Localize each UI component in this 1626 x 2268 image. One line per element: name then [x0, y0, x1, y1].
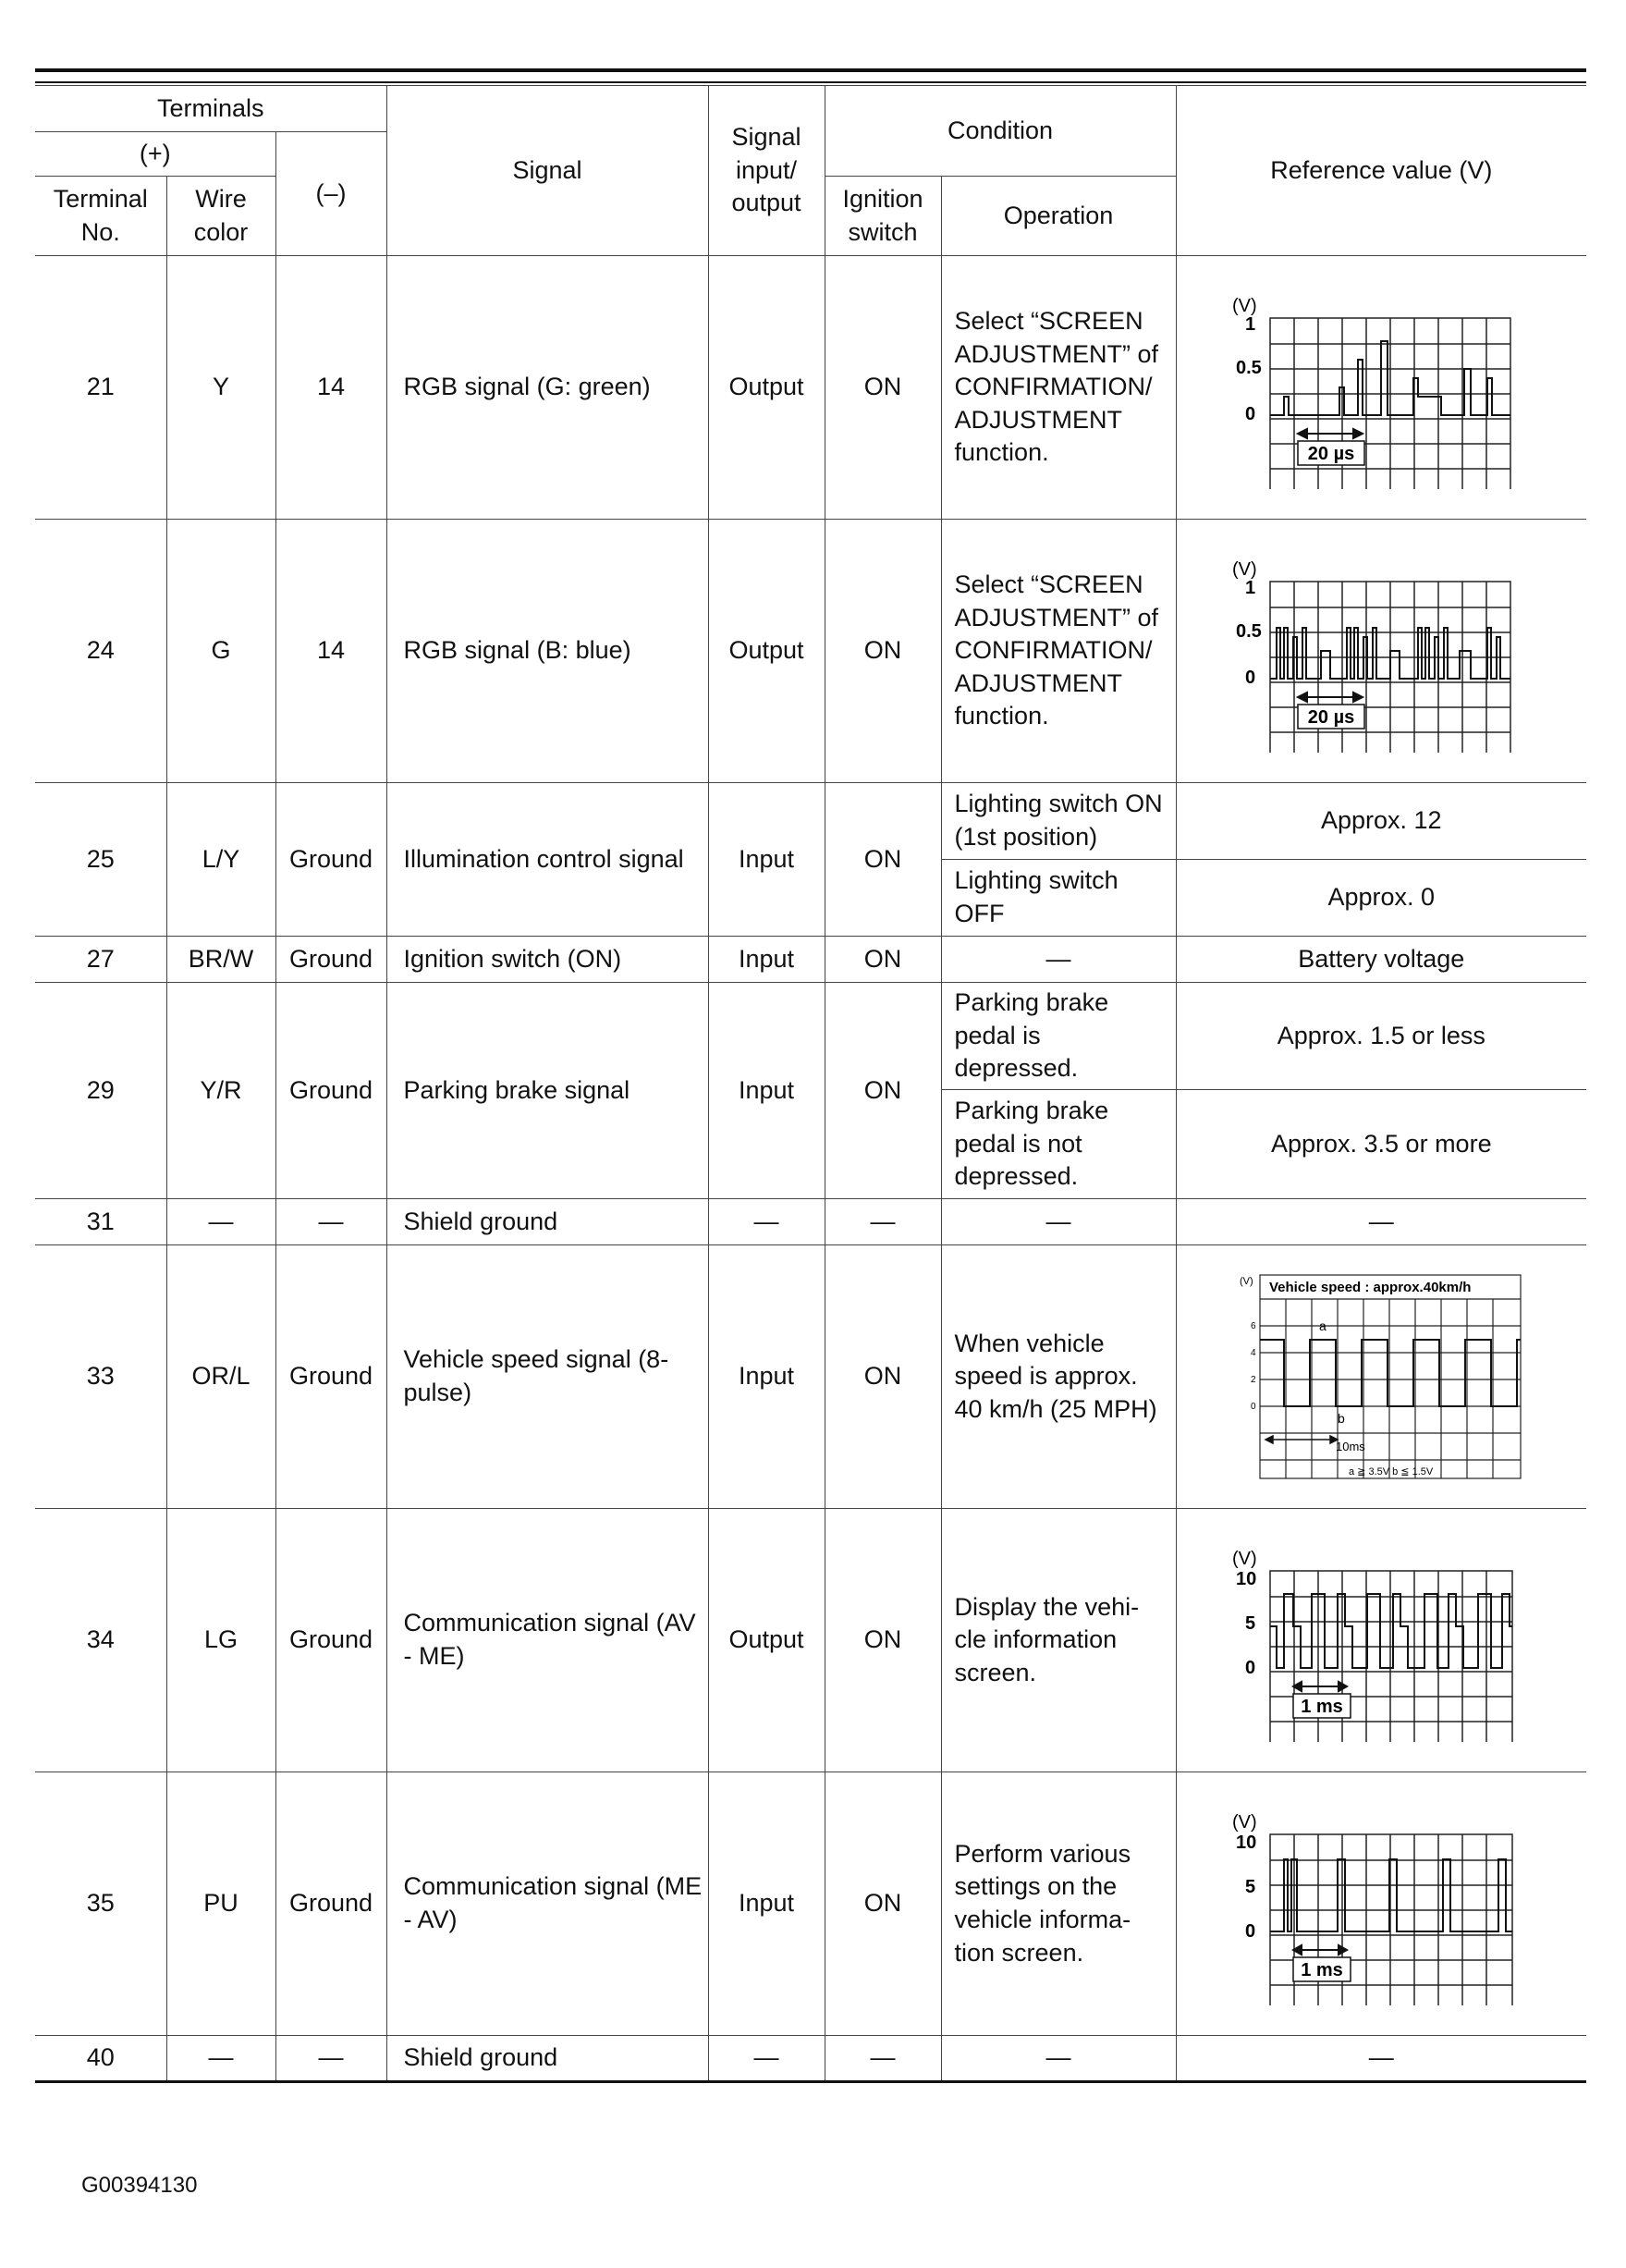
top-rule-thick	[35, 68, 1586, 72]
wire-color: Y/R	[166, 983, 275, 1199]
signal-io: Input	[708, 1245, 825, 1509]
operation: —	[941, 2036, 1176, 2082]
signal-trace	[1270, 1594, 1512, 1668]
reference-waveform	[1176, 256, 1586, 520]
figure-id: G00394130	[81, 2173, 198, 2198]
signal-name: Parking brake signal	[386, 983, 708, 1199]
terminal-no: 31	[35, 1199, 166, 1245]
table-row	[35, 983, 1586, 1090]
terminal-no: 33	[35, 1245, 166, 1509]
minus-terminal: 14	[275, 520, 386, 783]
signal-io: Input	[708, 937, 825, 983]
ignition-state: ON	[825, 1245, 941, 1509]
minus-terminal: —	[275, 1199, 386, 1245]
terminal-no: 34	[35, 1509, 166, 1772]
operation: Select “SCREEN ADJUSTMENT” of CONFIRMATION/ ADJUSTMENT function.	[941, 520, 1176, 783]
header-minus: (–)	[275, 132, 386, 256]
vehicle-speed-waveform	[1238, 1266, 1524, 1488]
table-row	[35, 783, 1586, 860]
minus-terminal: Ground	[275, 783, 386, 937]
level-label: 5	[1245, 1877, 1256, 1897]
level-label: 0	[1245, 1658, 1256, 1678]
operation: Lighting switch OFF	[941, 860, 1176, 937]
table-row	[35, 1199, 1586, 1245]
signal-name: RGB signal (B: blue)	[386, 520, 708, 783]
operation: Parking brake pedal is depressed.	[941, 983, 1176, 1090]
axis-unit-label: (V)	[1232, 1549, 1257, 1569]
signal-io: Output	[708, 1509, 825, 1772]
table-row	[35, 1245, 1586, 1509]
terminal-no: 24	[35, 520, 166, 783]
reference-waveform	[1176, 1772, 1586, 2036]
level-label: 1	[1245, 578, 1256, 598]
signal-name: RGB signal (G: green)	[386, 256, 708, 520]
level-label: 0.5	[1236, 621, 1263, 642]
ignition-state: —	[825, 2036, 941, 2082]
minus-terminal: Ground	[275, 1509, 386, 1772]
ignition-state: —	[825, 1199, 941, 1245]
wire-color: Y	[166, 256, 275, 520]
header-signal: Signal	[386, 86, 708, 256]
wire-color: —	[166, 2036, 275, 2082]
time-scale-label: 1 ms	[1301, 1960, 1344, 1980]
operation: When vehicle speed is approx. 40 km/h (25 MPH)	[941, 1245, 1176, 1509]
comm-av-me-waveform	[1229, 1539, 1534, 1742]
marker-b: b	[1338, 1411, 1346, 1426]
time-span-arrow	[1293, 1945, 1347, 1955]
signal-name: Communication signal (ME - AV)	[386, 1772, 708, 2036]
table-row	[35, 520, 1586, 783]
ignition-state: ON	[825, 983, 941, 1199]
rgb-blue-waveform	[1229, 549, 1534, 753]
level-label: 0	[1245, 404, 1256, 424]
reference-waveform	[1176, 1245, 1586, 1509]
wire-color: L/Y	[166, 783, 275, 937]
reference-value: Battery voltage	[1176, 937, 1586, 983]
level-label: 10	[1236, 1833, 1257, 1853]
signal-io: Input	[708, 983, 825, 1199]
operation: Display the vehi-cle information screen.	[941, 1509, 1176, 1772]
wire-color: BR/W	[166, 937, 275, 983]
operation: —	[941, 937, 1176, 983]
header-condition: Condition	[825, 86, 1176, 177]
wire-color: G	[166, 520, 275, 783]
signal-io: Output	[708, 256, 825, 520]
header-reference-value: Reference value (V)	[1176, 86, 1586, 256]
rgb-green-waveform	[1229, 286, 1534, 489]
operation: Parking brake pedal is not depressed.	[941, 1090, 1176, 1199]
time-scale-label: 10ms	[1336, 1440, 1366, 1453]
wire-color: —	[166, 1199, 275, 1245]
signal-io: —	[708, 2036, 825, 2082]
ignition-state: ON	[825, 937, 941, 983]
signal-name: Ignition switch (ON)	[386, 937, 708, 983]
level-label: 4	[1251, 1348, 1256, 1358]
top-rule-thin	[35, 81, 1586, 83]
time-span-arrow	[1298, 693, 1363, 702]
waveform-footnote: a ≧ 3.5V b ≦ 1.5V	[1349, 1466, 1434, 1477]
ignition-state: ON	[825, 256, 941, 520]
signal-trace	[1260, 1340, 1521, 1406]
header-wire-color: Wire color	[166, 177, 275, 256]
minus-terminal: Ground	[275, 983, 386, 1199]
signal-name: Shield ground	[386, 1199, 708, 1245]
signal-name: Shield ground	[386, 2036, 708, 2082]
table-row	[35, 256, 1586, 520]
signal-io: Input	[708, 783, 825, 937]
level-label: 6	[1251, 1321, 1256, 1331]
reference-value: —	[1176, 1199, 1586, 1245]
level-label: 0.5	[1236, 358, 1263, 378]
reference-waveform	[1176, 520, 1586, 783]
axis-unit-label: (V)	[1232, 1812, 1257, 1833]
signal-name: Communication signal (AV - ME)	[386, 1509, 708, 1772]
minus-terminal: Ground	[275, 1245, 386, 1509]
time-scale-label: 20 µs	[1308, 707, 1355, 728]
terminal-spec-table	[35, 85, 1586, 2083]
terminal-no: 25	[35, 783, 166, 937]
level-label: 0	[1251, 1402, 1256, 1412]
signal-name: Vehicle speed signal (8-pulse)	[386, 1245, 708, 1509]
level-label: 1	[1245, 314, 1256, 335]
time-span-arrow	[1298, 429, 1363, 438]
reference-value: Approx. 0	[1176, 860, 1586, 937]
reference-value: Approx. 12	[1176, 783, 1586, 860]
reference-value: Approx. 1.5 or less	[1176, 983, 1586, 1090]
operation: Perform various settings on the vehicle informa-tion screen.	[941, 1772, 1176, 2036]
wire-color: PU	[166, 1772, 275, 2036]
time-span-arrow	[1293, 1682, 1347, 1691]
wire-color: OR/L	[166, 1245, 275, 1509]
reference-waveform	[1176, 1509, 1586, 1772]
operation: Select “SCREEN ADJUSTMENT” of CONFIRMATION/ ADJUSTMENT function.	[941, 256, 1176, 520]
minus-terminal: 14	[275, 256, 386, 520]
operation: —	[941, 1199, 1176, 1245]
ignition-state: ON	[825, 783, 941, 937]
ignition-state: ON	[825, 520, 941, 783]
comm-me-av-waveform	[1229, 1802, 1534, 2005]
level-label: 5	[1245, 1613, 1256, 1634]
waveform-grid	[1260, 1275, 1521, 1478]
axis-unit-label: (V)	[1232, 296, 1257, 316]
minus-terminal: —	[275, 2036, 386, 2082]
table-row	[35, 1509, 1586, 1772]
level-label: 0	[1245, 1921, 1256, 1942]
ignition-state: ON	[825, 1509, 941, 1772]
header-plus: (+)	[35, 132, 275, 177]
axis-unit-label: (V)	[1232, 559, 1257, 580]
header-ignition-switch: Ignition switch	[825, 177, 941, 256]
table-row	[35, 2036, 1586, 2082]
minus-terminal: Ground	[275, 937, 386, 983]
time-scale-label: 1 ms	[1301, 1697, 1344, 1717]
ignition-state: ON	[825, 1772, 941, 2036]
time-scale-label: 20 µs	[1308, 444, 1355, 464]
header-terminal-no: Terminal No.	[35, 177, 166, 256]
terminal-no: 21	[35, 256, 166, 520]
reference-value: Approx. 3.5 or more	[1176, 1090, 1586, 1199]
terminal-no: 27	[35, 937, 166, 983]
marker-a: a	[1319, 1318, 1327, 1333]
header-operation: Operation	[941, 177, 1176, 256]
signal-io: Input	[708, 1772, 825, 2036]
level-label: 2	[1251, 1375, 1256, 1385]
signal-io: Output	[708, 520, 825, 783]
reference-value: —	[1176, 2036, 1586, 2082]
table-row	[35, 937, 1586, 983]
signal-name: Illumination control signal	[386, 783, 708, 937]
operation: Lighting switch ON (1st position)	[941, 783, 1176, 860]
header-terminals: Terminals	[35, 86, 386, 132]
level-label: 0	[1245, 668, 1256, 688]
minus-terminal: Ground	[275, 1772, 386, 2036]
terminal-no: 29	[35, 983, 166, 1199]
table-row	[35, 1772, 1586, 2036]
axis-unit-label: (V)	[1240, 1276, 1253, 1287]
waveform-title: Vehicle speed : approx.40km/h	[1269, 1280, 1472, 1295]
signal-trace	[1270, 1859, 1512, 1931]
level-label: 10	[1236, 1569, 1257, 1589]
wire-color: LG	[166, 1509, 275, 1772]
time-span-arrow	[1265, 1436, 1338, 1443]
signal-io: —	[708, 1199, 825, 1245]
terminal-no: 40	[35, 2036, 166, 2082]
header-signal-io: Signal input/ output	[708, 86, 825, 256]
terminal-no: 35	[35, 1772, 166, 2036]
